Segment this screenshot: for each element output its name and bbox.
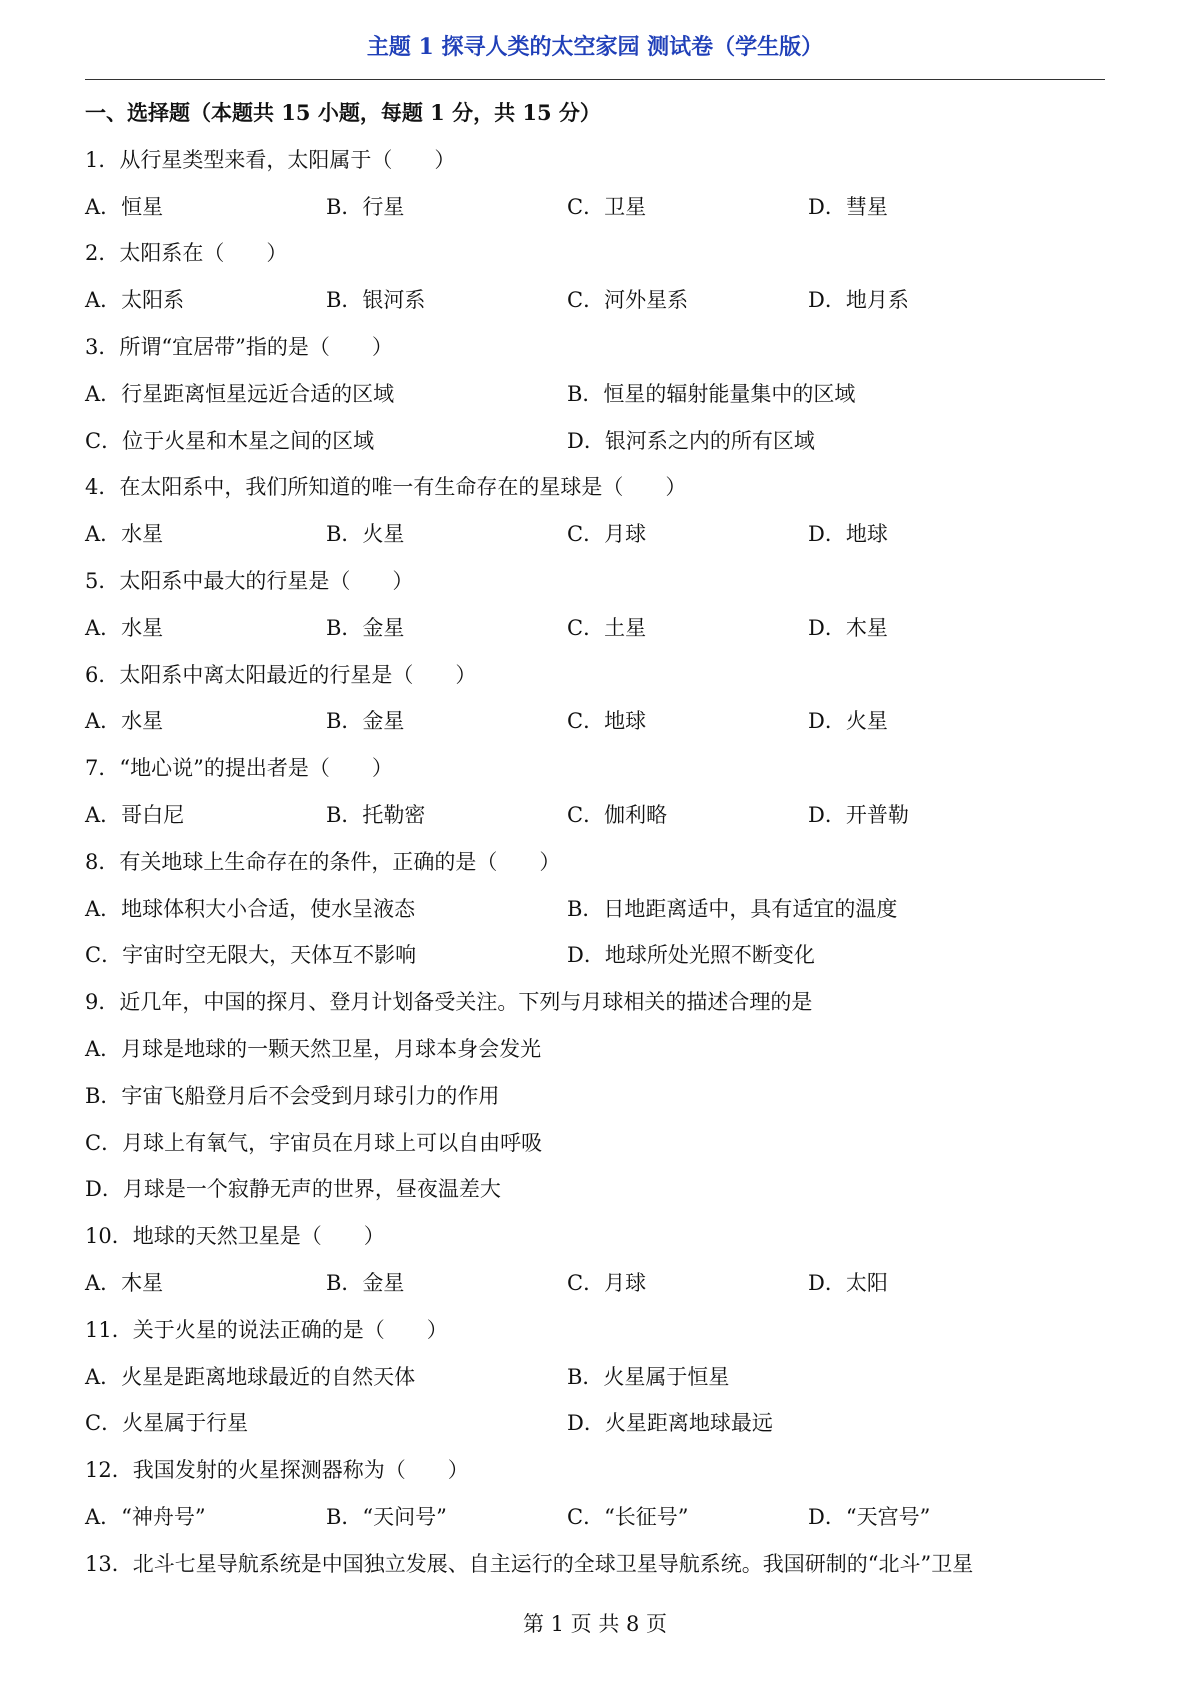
option-a[interactable]: A．地球体积大小合适，使水呈液态	[85, 896, 416, 921]
page-title: 主题 1 探寻人类的太空家园 测试卷（学生版）	[366, 34, 824, 60]
header-divider	[85, 79, 1105, 80]
option-d[interactable]: D．火星距离地球最远	[567, 1411, 773, 1436]
option-a[interactable]: A．月球是地球的一颗天然卫星，月球本身会发光	[85, 1036, 542, 1061]
option-b[interactable]: B．金星	[326, 709, 405, 734]
option-b[interactable]: B．宇宙飞船登月后不会受到月球引力的作用	[85, 1083, 500, 1108]
option-a[interactable]: A．太阳系	[85, 288, 185, 313]
option-c[interactable]: C．地球	[567, 709, 647, 734]
question-stem: 13．北斗七星导航系统是中国独立发展、自主运行的全球卫星导航系统。我国研制的“北斗”卫星	[85, 1551, 974, 1576]
option-a[interactable]: A．恒星	[85, 194, 164, 219]
option-a[interactable]: A．“神舟号”	[85, 1504, 206, 1529]
question-stem: 5．太阳系中最大的行星是（ ）	[85, 568, 414, 593]
option-a[interactable]: A．水星	[85, 709, 164, 734]
option-d[interactable]: D．火星	[808, 709, 888, 734]
option-b[interactable]: B．托勒密	[326, 802, 426, 827]
option-d[interactable]: D．太阳	[808, 1270, 888, 1295]
option-row	[85, 1400, 1115, 1447]
option-row	[85, 371, 1115, 418]
option-d[interactable]: D．银河系之内的所有区域	[567, 428, 815, 453]
option-row	[85, 932, 1115, 979]
option-row	[85, 277, 1115, 324]
question-stem: 12．我国发射的火星探测器称为（ ）	[85, 1458, 469, 1483]
option-c[interactable]: C．月球上有氧气，宇宙员在月球上可以自由呼吸	[85, 1130, 543, 1155]
option-b[interactable]: B．行星	[326, 194, 405, 219]
question-stem: 3．所谓“宜居带”指的是（ ）	[85, 334, 393, 359]
question-stem: 4．在太阳系中，我们所知道的唯一有生命存在的星球是（ ）	[85, 475, 687, 500]
option-d[interactable]: D．月球是一个寂静无声的世界，昼夜温差大	[85, 1177, 501, 1202]
question-stem: 1．从行星类型来看，太阳属于（ ）	[85, 147, 456, 172]
option-c[interactable]: C．土星	[567, 615, 647, 640]
option-c[interactable]: C．“长征号”	[567, 1504, 689, 1529]
page-number: 第 1 页 共 8 页	[522, 1612, 668, 1636]
option-c[interactable]: C．伽利略	[567, 802, 668, 827]
option-b[interactable]: B．金星	[326, 1270, 405, 1295]
question-stem: 11．关于火星的说法正确的是（ ）	[85, 1317, 448, 1342]
option-d[interactable]: D．地球所处光照不断变化	[567, 943, 815, 968]
option-a[interactable]: A．火星是距离地球最近的自然天体	[85, 1364, 416, 1389]
option-c[interactable]: C．月球	[567, 1270, 647, 1295]
option-a[interactable]: A．哥白尼	[85, 802, 185, 827]
option-b[interactable]: B．日地距离适中，具有适宜的温度	[567, 896, 898, 921]
option-row	[85, 886, 1115, 933]
option-row	[85, 1494, 1115, 1541]
option-row	[85, 698, 1115, 745]
option-b[interactable]: B．火星	[326, 522, 405, 547]
question-stem: 10．地球的天然卫星是（ ）	[85, 1224, 385, 1249]
option-row	[85, 418, 1115, 465]
option-a[interactable]: A．水星	[85, 522, 164, 547]
option-a[interactable]: A．水星	[85, 615, 164, 640]
option-row	[85, 511, 1115, 558]
option-a[interactable]: A．木星	[85, 1270, 164, 1295]
option-a[interactable]: A．行星距离恒星远近合适的区域	[85, 381, 395, 406]
option-row	[85, 184, 1115, 231]
option-c[interactable]: C．火星属于行星	[85, 1411, 249, 1436]
option-b[interactable]: B．银河系	[326, 288, 426, 313]
option-d[interactable]: D．“天宫号”	[808, 1504, 931, 1529]
option-row	[85, 1260, 1115, 1307]
option-b[interactable]: B．火星属于恒星	[567, 1364, 730, 1389]
question-list	[85, 90, 1115, 1588]
question-stem: 6．太阳系中离太阳最近的行星是（ ）	[85, 662, 477, 687]
option-row	[85, 605, 1115, 652]
question-stem: 9．近几年，中国的探月、登月计划备受关注。下列与月球相关的描述合理的是	[85, 990, 813, 1015]
option-b[interactable]: B．恒星的辐射能量集中的区域	[567, 381, 856, 406]
question-stem: 7．“地心说”的提出者是（ ）	[85, 756, 393, 781]
option-c[interactable]: C．位于火星和木星之间的区域	[85, 428, 375, 453]
section-title: 一、选择题（本题共 15 小题，每题 1 分，共 15 分）	[85, 100, 601, 125]
option-c[interactable]: C．月球	[567, 522, 647, 547]
option-d[interactable]: D．地月系	[808, 288, 909, 313]
option-c[interactable]: C．卫星	[567, 194, 647, 219]
option-d[interactable]: D．开普勒	[808, 802, 909, 827]
option-row	[85, 1354, 1115, 1401]
option-c[interactable]: C．宇宙时空无限大，天体互不影响	[85, 943, 417, 968]
option-d[interactable]: D．地球	[808, 522, 888, 547]
option-row	[85, 792, 1115, 839]
question-stem: 8．有关地球上生命存在的条件，正确的是（ ）	[85, 849, 561, 874]
option-b[interactable]: B．金星	[326, 615, 405, 640]
option-c[interactable]: C．河外星系	[567, 288, 689, 313]
question-stem: 2．太阳系在（ ）	[85, 241, 288, 266]
option-d[interactable]: D．木星	[808, 615, 888, 640]
option-b[interactable]: B．“天问号”	[326, 1504, 447, 1529]
option-d[interactable]: D．彗星	[808, 194, 888, 219]
